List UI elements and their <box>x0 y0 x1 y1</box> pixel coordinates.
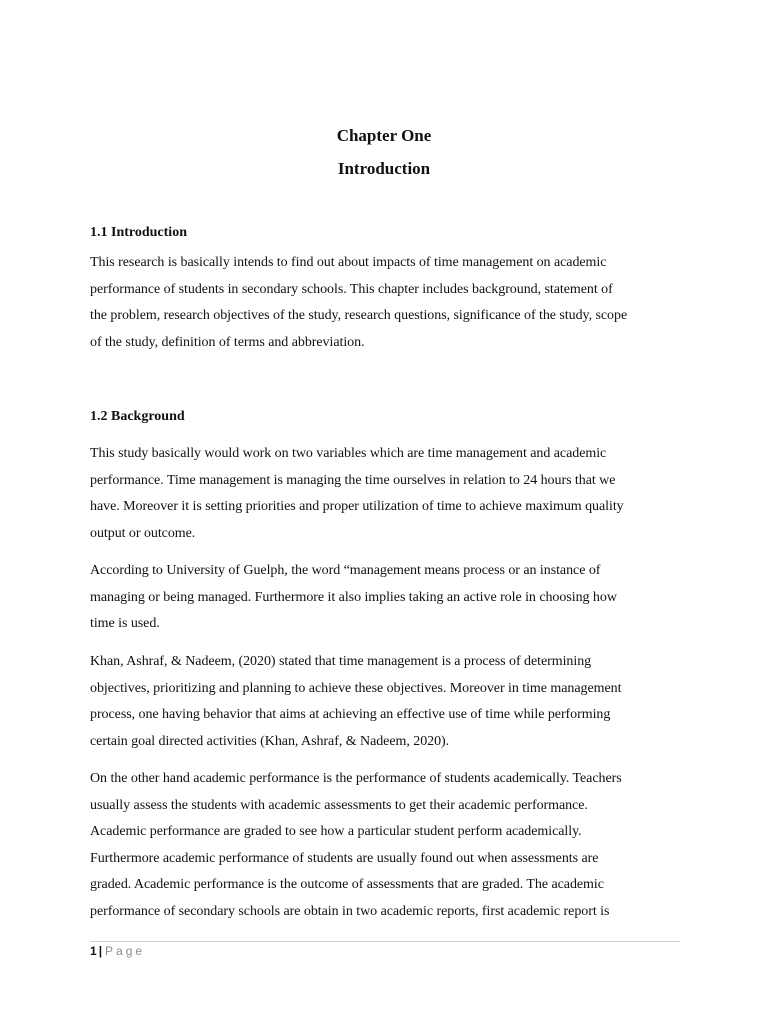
text-line: usually assess the students with academic assessments to get their academic performance. <box>90 797 588 813</box>
paragraph-introduction <box>90 250 690 356</box>
text-line: managing or being managed. Furthermore it also implies taking an active role in choosing how <box>90 589 617 605</box>
page-number: 1 <box>90 944 97 958</box>
text-line: performance of secondary schools are obtain in two academic reports, first academic report is <box>90 903 610 919</box>
text-line: have. Moreover it is setting priorities and proper utilization of time to achieve maximum quality <box>90 499 624 514</box>
section-heading-introduction: 1.1 Introduction <box>90 225 187 240</box>
text-line: time is used. <box>90 616 160 631</box>
paragraph-background-4 <box>90 766 690 925</box>
chapter-title: Introduction <box>337 159 431 178</box>
text-line: Khan, Ashraf, & Nadeem, (2020) stated that time management is a process of determining <box>90 654 592 669</box>
text-line: Academic performance are graded to see how a particular student perform academically. <box>90 824 582 839</box>
page-footer <box>90 943 145 959</box>
text-line: certain goal directed activities (Khan, Ashraf, & Nadeem, 2020). <box>90 733 450 749</box>
footer-divider <box>90 941 680 942</box>
chapter-number: Chapter One <box>336 126 432 145</box>
section-heading-background: 1.2 Background <box>90 409 185 424</box>
text-line: of the study, definition of terms and abbreviation. <box>90 334 365 350</box>
text-line: performance. Time management is managing the time ourselves in relation to 24 hours that we <box>90 472 616 488</box>
footer-separator: | <box>98 944 103 958</box>
text-line: output or outcome. <box>90 525 196 541</box>
text-line: According to University of Guelph, the word “management means process or an instance of <box>90 563 601 578</box>
paragraph-background-3 <box>90 649 690 755</box>
paragraph-background-2 <box>90 558 690 638</box>
text-line: process, one having behavior that aims at achieving an effective use of time while performing <box>90 707 611 722</box>
text-line: graded. Academic performance is the outcome of assessments that are graded. The academic <box>90 877 604 892</box>
text-line: This research is basically intends to find out about impacts of time management on academic <box>90 255 607 270</box>
text-line: performance of students in secondary schools. This chapter includes background, statement of <box>90 281 613 297</box>
text-line: Furthermore academic performance of students are usually found out when assessments are <box>90 850 599 866</box>
text-line: On the other hand academic performance is the performance of students academically. Teachers <box>90 771 622 786</box>
paragraph-background-1 <box>90 441 690 547</box>
page-label: Page <box>105 944 146 958</box>
text-line: objectives, prioritizing and planning to achieve these objectives. Moreover in time management <box>90 680 622 696</box>
text-line: This study basically would work on two variables which are time management and academic <box>90 446 607 461</box>
text-line: the problem, research objectives of the study, research questions, significance of the study, scope <box>90 308 628 323</box>
